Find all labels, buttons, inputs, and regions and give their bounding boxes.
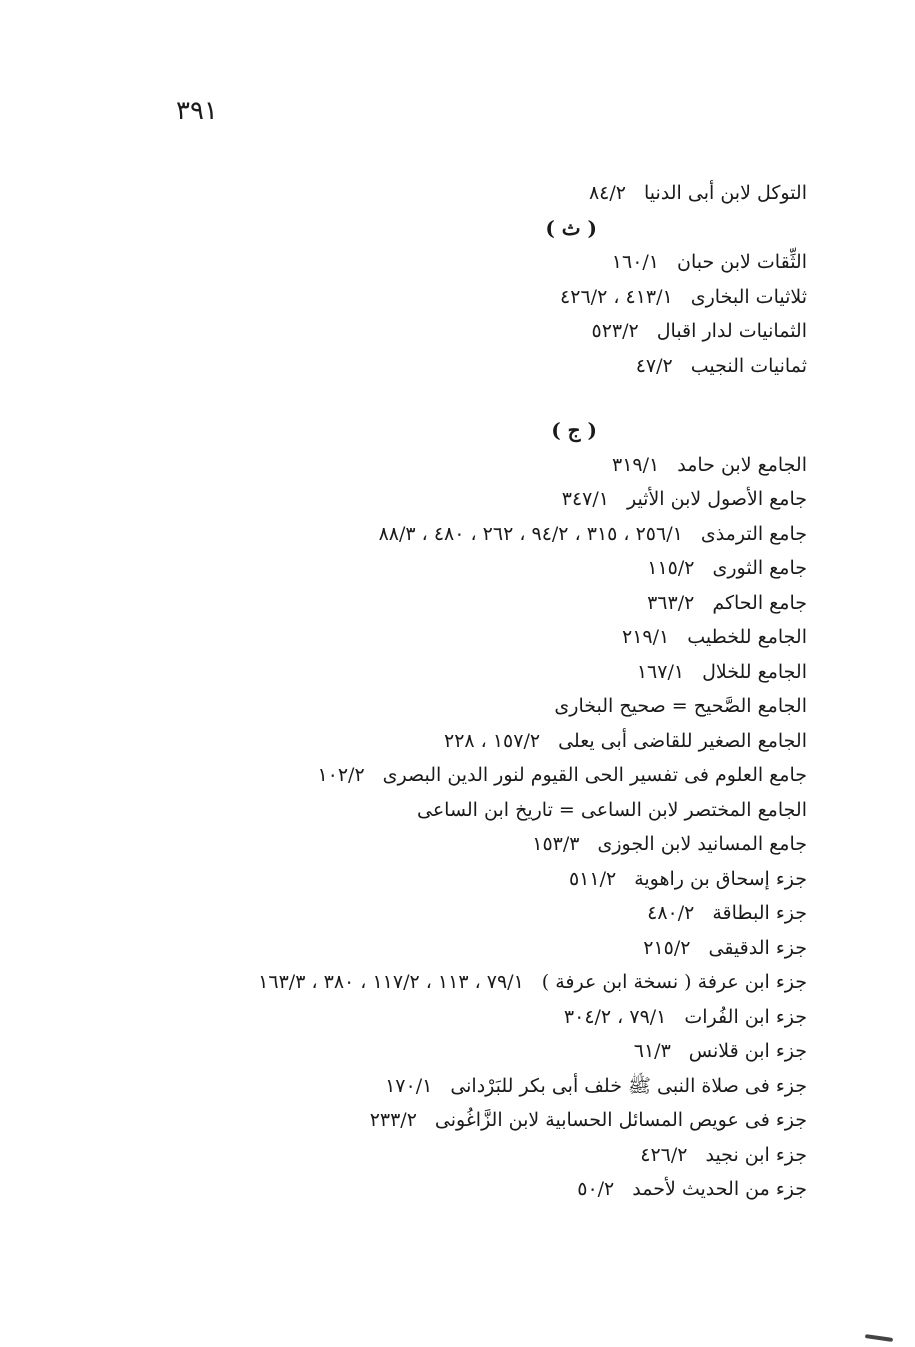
index-entry	[107, 689, 807, 724]
index-entry	[107, 314, 807, 349]
index-entry	[107, 827, 807, 862]
scan-artifact	[865, 1334, 893, 1342]
entry-title: الثمانيات لدار اقبال	[656, 320, 807, 342]
index-entry	[107, 245, 807, 280]
section-gap	[107, 383, 807, 413]
entry-refs: ٢١٩/١	[621, 626, 670, 648]
entry-refs: ٣٤٧/١	[561, 488, 609, 510]
entry-title: ثلاثيات البخارى	[690, 285, 807, 308]
entry-refs: ٤٨٠/٢	[647, 902, 695, 924]
index-entry	[107, 551, 807, 586]
entry-title: جزء فى عويص المسائل الحسابية لابن الزَّاغُونى	[434, 1109, 807, 1131]
entry-refs: ١٦٧/١	[636, 660, 685, 683]
entry-title: جامع الترمذى	[700, 522, 807, 545]
index-entry	[107, 1000, 807, 1035]
entry-title: جزء الدقيقى	[708, 936, 807, 959]
entry-title: الجامع الصغير للقاضى أبى يعلى	[558, 729, 807, 752]
entry-title: التوكل لابن أبى الدنيا	[643, 182, 807, 204]
entry-refs: ١٧٠/١	[385, 1074, 433, 1097]
entry-refs: ٢١٥/٢	[643, 936, 691, 959]
index-entry	[107, 586, 807, 621]
entry-title: جزء ابن الفُرات	[684, 1005, 807, 1028]
entry-refs: ٤١٣/١ ، ٤٢٦/٢	[560, 285, 673, 308]
section-heading-tha: ( ث )	[545, 215, 597, 240]
index-entry	[107, 793, 807, 828]
entry-refs: ٢٣٣/٢	[369, 1109, 417, 1131]
index-entry	[107, 448, 807, 483]
entry-refs: ٤٧/٢	[635, 354, 673, 377]
entry-title: ثمانيات النجيب	[690, 354, 807, 377]
entry-refs: ١٥٧/٢ ، ٢٢٨	[443, 729, 541, 752]
entry-refs: ٣١٩/١	[612, 453, 660, 476]
index-entry	[107, 1069, 807, 1104]
entry-refs: ١٥٣/٣	[532, 833, 580, 855]
index-entry	[107, 965, 807, 1000]
entry-title: الجامع الصَّحيح = صحيح البخارى	[554, 695, 807, 717]
entry-title: جامع الثورى	[712, 557, 807, 579]
entry-refs: ٦١/٣	[633, 1040, 671, 1062]
entry-title: جامع الأصول لابن الأثير	[626, 488, 807, 510]
entry-refs: ١٦٠/١	[611, 251, 660, 273]
entry-refs: ٣٦٣/٢	[647, 591, 695, 614]
entry-title: جزء فى صلاة النبى ﷺ خلف أبى بكر للبَرْدانى	[450, 1074, 807, 1097]
entry-refs: ٧٩/١ ، ١١٣ ، ١١٧/٢ ، ٣٨٠ ، ١٦٣/٣	[258, 971, 524, 993]
index-entry	[107, 758, 807, 793]
entry-refs: ٨٤/٢	[588, 182, 626, 204]
entry-title: جامع المسانيد لابن الجوزى	[597, 833, 807, 855]
index-entry	[107, 655, 807, 690]
entry-title: الجامع لابن حامد	[677, 453, 807, 476]
entry-title: الثِّقات لابن حبان	[677, 251, 807, 273]
page-number: ٣٩١	[176, 96, 218, 126]
index-entry	[107, 1103, 807, 1138]
index-entry	[107, 862, 807, 897]
index-entry	[107, 896, 807, 931]
index-entry	[107, 620, 807, 655]
entry-title: جزء ابن نجيد	[705, 1143, 807, 1166]
entry-refs: ٢٥٦/١ ، ٣١٥ ، ٩٤/٢ ، ٢٦٢ ، ٤٨٠ ، ٨٨/٣	[378, 522, 683, 545]
index-entry	[107, 1034, 807, 1069]
index-entry	[107, 280, 807, 315]
entry-refs: ١٠٢/٢	[317, 764, 365, 786]
index-entry	[107, 482, 807, 517]
index-list	[107, 176, 807, 1207]
section-heading-jim: ( ج )	[551, 418, 597, 442]
entry-refs: ٤٢٦/٢	[640, 1143, 688, 1166]
index-entry	[107, 176, 807, 211]
entry-title: جزء من الحديث لأحمد	[632, 1178, 807, 1200]
entry-title: الجامع للخطيب	[687, 626, 807, 648]
entry-title: الجامع للخلال	[702, 660, 807, 683]
entry-refs: ٥١١/٢	[568, 867, 617, 890]
entry-refs: ٧٩/١ ، ٣٠٤/٢	[563, 1005, 667, 1028]
entry-title: جامع العلوم فى تفسير الحى القيوم لنور الدين البصرى	[382, 764, 807, 786]
index-entry	[107, 931, 807, 966]
entry-title: جزء ابن قلانس	[688, 1040, 807, 1062]
index-entry	[107, 1138, 807, 1173]
entry-title: جزء البطاقة	[712, 902, 807, 924]
entry-title: جزء ابن عرفة ( نسخة ابن عرفة )	[541, 971, 807, 993]
entry-title: جزء إسحاق بن راهوية	[634, 867, 807, 890]
entry-refs: ٥٠/٢	[577, 1178, 615, 1200]
entry-title: الجامع المختصر لابن الساعى = تاريخ ابن الساعى	[416, 798, 807, 821]
index-entry	[107, 1172, 807, 1207]
index-entry	[107, 349, 807, 384]
entry-refs: ٥٢٣/٢	[591, 320, 639, 342]
index-entry	[107, 517, 807, 552]
index-entry	[107, 724, 807, 759]
entry-refs: ١١٥/٢	[647, 557, 695, 579]
entry-title: جامع الحاكم	[712, 591, 807, 614]
